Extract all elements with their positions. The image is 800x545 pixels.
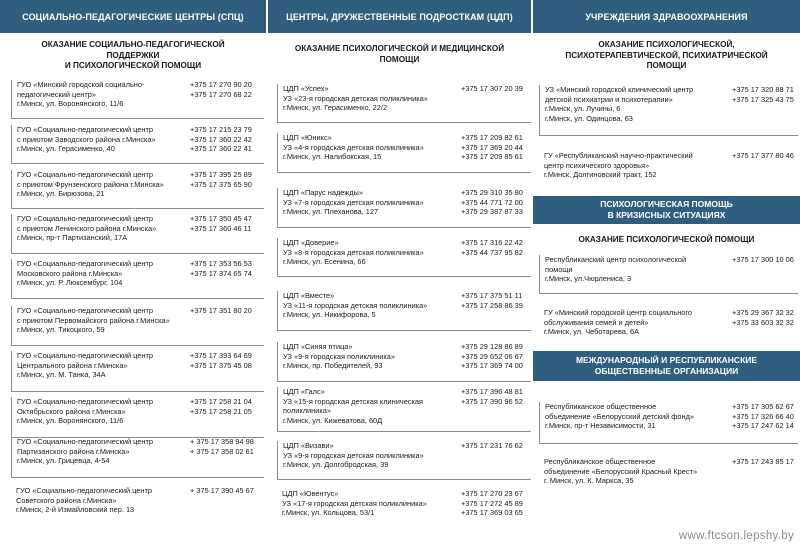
- list-item: ГУО «Социально-педагогический центр Октябрьского района г.Минска» г.Минск, ул. Воронянского, 11/6 +375 17 258 21 04 +375 17 258 21 05: [11, 397, 264, 438]
- list-item: Республиканский центр психологической помощи г.Минск, ул.Чюрлениса, 3 +375 17 300 10 06: [539, 255, 798, 294]
- section-header-spc: СОЦИАЛЬНО-ПЕДАГОГИЧЕСКИЕ ЦЕНТРЫ (СПЦ): [0, 0, 266, 33]
- section-header-health: УЧРЕЖДЕНИЯ ЗДРАВООХРАНЕНИЯ: [533, 0, 800, 33]
- column-health: [533, 0, 800, 545]
- list-item: ГУО «Социально-педагогический центр с приютом Первомайского района г.Минска» г.Минск, ул. Тикоцкого, 59 +375 17 351 80 20: [11, 306, 264, 346]
- list-item: ГУ «Республиканский научно-практический центр психического здоровья» г.Минск, Долгиновский тракт, 152 +375 17 377 80 46: [544, 151, 794, 180]
- watermark: www.ftcson.lepshy.by: [678, 530, 794, 542]
- section-subtitle-health: ОКАЗАНИЕ ПСИХОЛОГИЧЕСКОЙ, ПСИХОТЕРАПЕВТИЧЕСКОЙ, ПСИХИАТРИЧЕСКОЙ ПОМОЩИ: [565, 40, 768, 70]
- list-item: ГУО «Минский городской социально- педагогический центр» г.Минск, ул. Воронянского, 11/6 +375 17 270 90 20 +375 17 270 68 22: [11, 80, 264, 119]
- list-item: ГУ «Минский городской центр социального обслуживания семей и детей» г.Минск, ул. Чеботарева, 6А +375 29 367 32 32 +375 33 603 32 32: [544, 308, 794, 337]
- list-item: ЦДП «Визави» УЗ «9-я городская детская поликлиника» г.Минск, ул. Долгобродская, 39 +375 17 231 76 62: [277, 441, 531, 480]
- column-cdp: [268, 0, 531, 545]
- section-subtitle-spc: ОКАЗАНИЕ СОЦИАЛЬНО-ПЕДАГОГИЧЕСКОЙ ПОДДЕРЖКИ И ПСИХОЛОГИЧЕСКОЙ ПОМОЩИ: [41, 40, 225, 70]
- section-header-crisis: ПСИХОЛОГИЧЕСКАЯ ПОМОЩЬ В КРИЗИСНЫХ СИТУАЦИЯХ: [533, 196, 800, 224]
- list-item: ГУО «Социально-педагогический центр с приютом Ленинского района г.Минска» г.Минск, пр-т Партизанский, 17А +375 17 350 45 47 +375 17 360 46 11: [11, 214, 264, 254]
- list-item: ГУО «Социально-педагогический центр с приютом Фрунзенского района г.Минска» г.Минск, ул. Бирюзова, 21 +375 17 395 25 89 +375 17 375 65 90: [11, 170, 264, 209]
- list-item: ГУО «Социально-педагогический центр Центрального района г.Минска» г.Минск, ул. М. Танка, 34А +375 17 393 64 69 +375 17 375 45 08: [11, 351, 264, 392]
- list-item: ГУО «Социально-педагогический центр Партизанского района г.Минска» г.Минск, ул. Грицевца, 4-54 + 375 17 358 94 98 + 375 17 358 02 61: [11, 437, 264, 478]
- column-spc: [0, 0, 266, 545]
- list-item: УЗ «Минский городской клинический центр детской психиатрии и психотерапии» г.Минск, ул. Лучины, 6 г.Минск, ул. Одинцова, 63 +375 17 320 88 71 +375 17 325 43 75: [539, 85, 798, 136]
- list-item: ГУО «Социально-педагогический центр Московского района г.Минска» г.Минск, ул. Р. Люксембург, 104 +375 17 353 56 53 +375 17 374 65 74: [11, 259, 264, 299]
- section-subtitle-crisis: ОКАЗАНИЕ ПСИХОЛОГИЧЕСКОЙ ПОМОЩИ: [578, 235, 755, 244]
- list-item: ГУО «Социально-педагогический центр Советского района г.Минска» г.Минск, 2-й Измайловский пер. 13 + 375 17 390 45 67: [16, 486, 254, 515]
- list-item: ЦДП «Парус надежды» УЗ «7-я городская детская поликлиника» г.Минск, ул. Плеханова, 127 +375 29 310 35 80 +375 44 771 72 00 +375 29 387 87 33: [277, 188, 531, 228]
- section-header-cdp: ЦЕНТРЫ, ДРУЖЕСТВЕННЫЕ ПОДРОСТКАМ (ЦДП): [268, 0, 531, 33]
- section-header-organizations: МЕЖДУНАРОДНЫЙ И РЕСПУБЛИКАНСКИЕ ОБЩЕСТВЕННЫЕ ОРГАНИЗАЦИИ: [533, 351, 800, 381]
- list-item: Республиканское общественное объединение «Белорусский детский фонд» г.Минск, пр-т Независимости, 31 +375 17 305 62 67 +375 17 326 66 40 +375 17 247 62 14: [539, 402, 798, 444]
- list-item: ГУО «Социально-педагогический центр с приютом Заводского района г.Минска» г.Минск, ул. Герасименко, 40 +375 17 215 23 79 +375 17 360 22 42 +375 17 360 22 41: [11, 125, 264, 164]
- list-item: ЦДП «Синяя птица» УЗ «9-я городская поликлиника» г.Минск, пр. Победителей, 93 +375 29 128 86 89 +375 29 652 06 67 +375 17 369 74 00: [277, 342, 531, 382]
- list-item: Республиканское общественное объединение «Белорусский Красный Крест» г. Минск, ул. К. Маркса, 35 +375 17 243 85 17: [544, 457, 794, 486]
- list-item: ЦДП «Ювентус» УЗ «17-я городская детская поликлиника» г.Минск, ул. Кольцова, 53/1 +375 17 270 23 67 +375 17 272 45 89 +375 17 369 03 65: [282, 489, 523, 518]
- list-item: ЦДП «Доверие» УЗ «8-я городская детская поликлиника» г.Минск, ул. Есенина, 66 +375 17 316 22 42 +375 44 737 95 82: [277, 238, 531, 277]
- list-item: ЦДП «Юникс» УЗ «4-я городская детская поликлиника» г.Минск, ул. Налибокская, 15 +375 17 209 82 61 +375 17 369 20 44 +375 17 209 85 61: [277, 133, 531, 173]
- list-item: ЦДП «Галс» УЗ «15-я городская детская клиническая поликлиника» г.Минск, ул. Кижеватова, 60Д +375 17 396 48 81 +375 17 390 96 52: [277, 387, 531, 432]
- section-subtitle-cdp: ОКАЗАНИЕ ПСИХОЛОГИЧЕСКОЙ И МЕДИЦИНСКОЙ ПОМОЩИ: [294, 44, 505, 64]
- list-item: ЦДП «Успех» УЗ «23-я городская детская поликлиника» г.Минск, ул. Герасименко, 22/2 +375 17 307 20 39: [277, 84, 531, 123]
- list-item: ЦДП «Вместе» УЗ «11-я городская детская поликлиника» г.Минск, ул. Никифорова, 5 +375 17 375 51 11 +375 17 258 86 39: [277, 291, 531, 331]
